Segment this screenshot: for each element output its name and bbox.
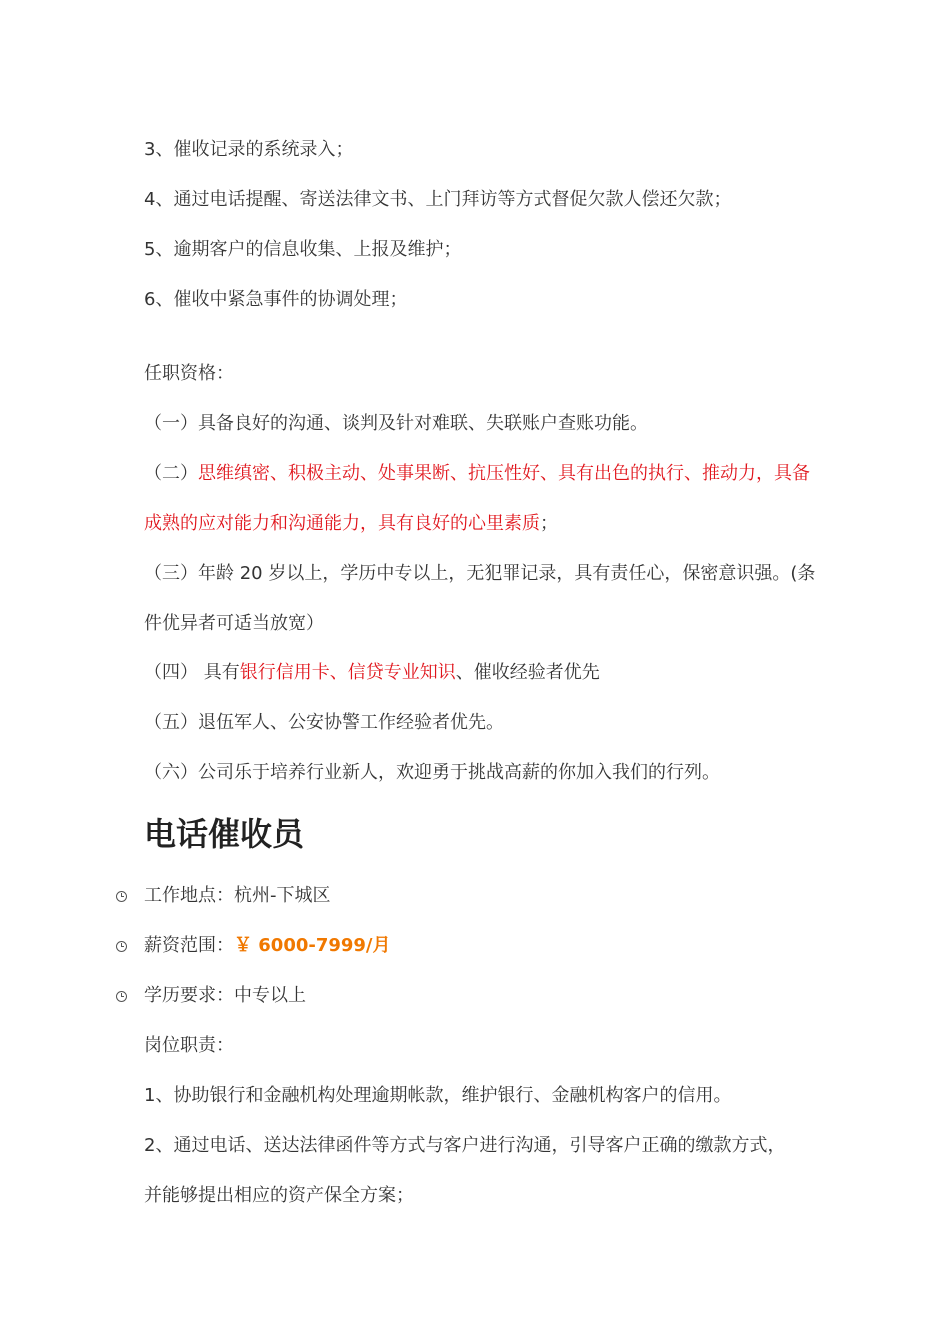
qualification-item-4 bbox=[144, 661, 600, 685]
qualification-item-2-highlight: 思维缜密、积极主动、处事果断、抗压性好、具有出色的执行、推动力，具备 bbox=[198, 463, 810, 484]
qualification-item-2-suffix: ； bbox=[540, 513, 558, 534]
job-education-value: 中专以上 bbox=[234, 985, 306, 1006]
qualification-item-6: （六）公司乐于培养行业新人，欢迎勇于挑战高薪的你加入我们的行列。 bbox=[144, 762, 720, 783]
job-education bbox=[144, 984, 306, 1008]
job-duty-item-1: 1、协助银行和金融机构处理逾期帐款，维护银行、金融机构客户的信用。 bbox=[144, 1085, 732, 1106]
qualification-item-4-prefix: （四） 具有 bbox=[144, 662, 240, 683]
duty-item-4: 4、通过电话提醒、寄送法律文书、上门拜访等方式督促欠款人偿还欠款； bbox=[144, 189, 732, 210]
job-location-label: 工作地点： bbox=[144, 885, 234, 906]
job-title: 电话催收员 bbox=[144, 815, 305, 853]
job-duty-item-2-cont: 并能够提出相应的资产保全方案； bbox=[144, 1185, 414, 1206]
clock-icon bbox=[116, 941, 127, 952]
job-salary-label: 薪资范围： bbox=[144, 935, 234, 956]
job-duty-item-2: 2、通过电话、送达法律函件等方式与客户进行沟通，引导客户正确的缴款方式， bbox=[144, 1135, 786, 1156]
qualification-item-2-cont bbox=[144, 512, 558, 536]
duty-item-3: 3、催收记录的系统录入； bbox=[144, 139, 354, 160]
job-education-label: 学历要求： bbox=[144, 985, 234, 1006]
job-location bbox=[144, 884, 331, 908]
job-location-value: 杭州-下城区 bbox=[234, 885, 331, 906]
duty-item-6: 6、催收中紧急事件的协调处理； bbox=[144, 289, 408, 310]
qualification-item-5: （五）退伍军人、公安协警工作经验者优先。 bbox=[144, 712, 504, 733]
clock-icon bbox=[116, 991, 127, 1002]
job-duties-title: 岗位职责： bbox=[144, 1035, 234, 1056]
qualification-item-4-highlight: 银行信用卡、信贷专业知识 bbox=[239, 662, 456, 683]
qualification-item-2-highlight-cont: 成熟的应对能力和沟通能力，具有良好的心里素质 bbox=[144, 513, 540, 534]
qualification-item-3: （三）年龄 20 岁以上，学历中专以上，无犯罪记录，具有责任心，保密意识强。(条 bbox=[144, 563, 816, 584]
job-salary bbox=[144, 934, 391, 958]
qualification-item-2 bbox=[144, 462, 810, 486]
qualification-item-2-prefix: （二） bbox=[144, 463, 198, 484]
clock-icon bbox=[116, 891, 127, 902]
qualifications-title: 任职资格： bbox=[144, 363, 234, 384]
qualification-item-4-suffix: 、催收经验者优先 bbox=[455, 662, 600, 683]
duty-item-5: 5、逾期客户的信息收集、上报及维护； bbox=[144, 239, 462, 260]
qualification-item-3-cont: 件优异者可适当放宽） bbox=[144, 613, 324, 634]
qualification-item-1: （一）具备良好的沟通、谈判及针对难联、失联账户查账功能。 bbox=[144, 413, 648, 434]
job-salary-value: ￥ 6000-7999/月 bbox=[234, 935, 391, 956]
